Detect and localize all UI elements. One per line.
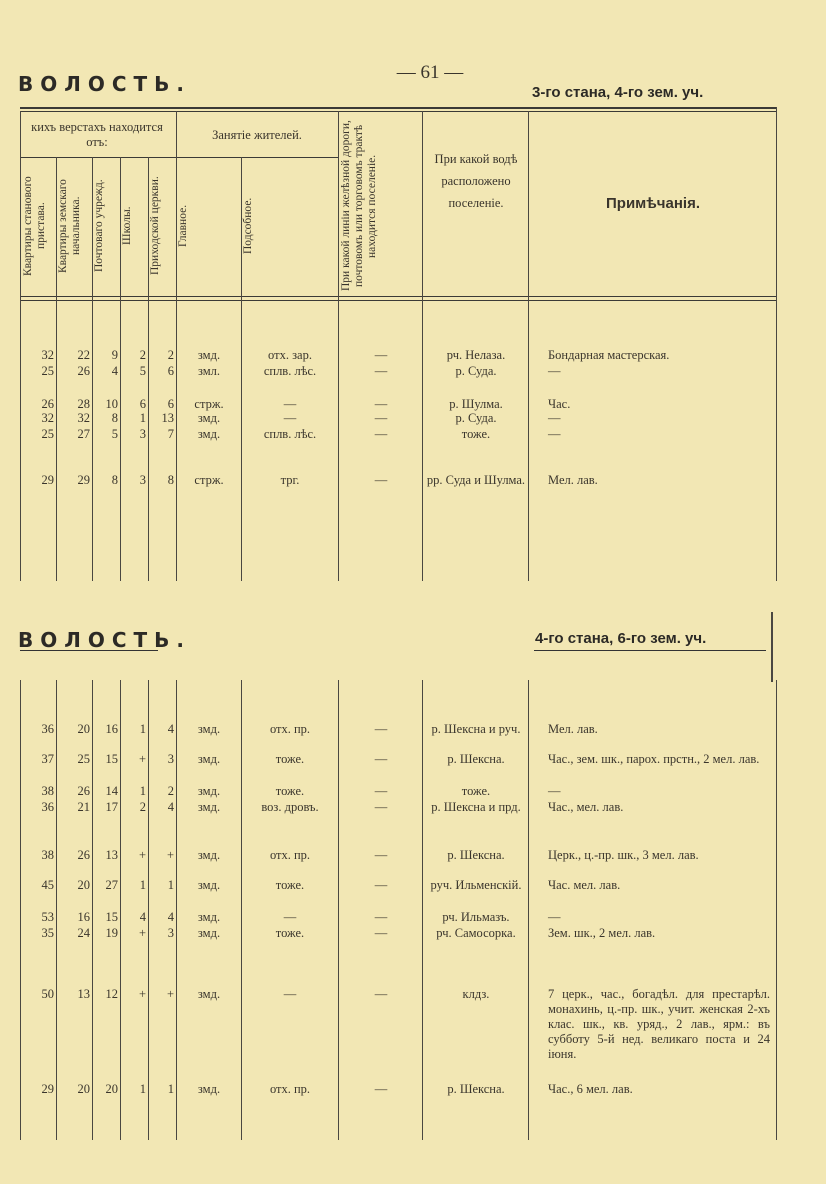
cell-water: р. Шулма. (449, 397, 503, 411)
header-railway: При какой линіи желѣзной дороги, почтовомъ или торговомъ трактѣ находится поселеніе. (340, 120, 378, 292)
cell-water: рч. Ильмазъ. (442, 910, 510, 924)
cell-railway: — (374, 910, 388, 924)
page-number: — 61 — (396, 62, 464, 83)
cell-auxiliary: — (283, 411, 297, 425)
cell-main: змд. (197, 878, 221, 892)
cell-main: змд. (197, 1082, 221, 1096)
cell-zemsky: 20 (77, 878, 90, 892)
cell-notes: Бондарная мастерская. (548, 348, 670, 362)
cell-railway: — (374, 722, 388, 736)
cell-main: змд. (197, 910, 221, 924)
cell-main: змд. (197, 427, 221, 441)
cell-auxiliary: — (283, 397, 297, 411)
cell-stanovoy: 26 (41, 397, 54, 411)
cell-schools: 1 (139, 784, 146, 798)
cell-zemsky: 28 (77, 397, 90, 411)
cell-railway: — (374, 364, 388, 378)
section-1-title: ВОЛОСТЬ. (18, 72, 192, 96)
vline (771, 612, 773, 682)
cell-water: р. Суда. (455, 364, 497, 378)
cell-schools: 1 (139, 411, 146, 425)
cell-notes: Час., 6 мел. лав. (548, 1082, 633, 1096)
cell-auxiliary: тоже. (275, 926, 305, 940)
cell-auxiliary: трг. (280, 473, 300, 487)
cell-stanovoy: 32 (41, 348, 54, 362)
cell-main: змд. (197, 848, 221, 862)
cell-water: клдз. (462, 987, 490, 1001)
cell-church: + (166, 848, 174, 862)
header-main: Главное. (177, 204, 189, 248)
table-top-border (20, 107, 776, 109)
cell-stanovoy: 50 (41, 987, 54, 1001)
cell-railway: — (374, 878, 388, 892)
cell-zemsky: 26 (77, 848, 90, 862)
cell-postal: 15 (105, 910, 118, 924)
vline (120, 680, 121, 1140)
table-top-border-inner (20, 111, 776, 112)
vline (776, 680, 777, 1140)
cell-stanovoy: 25 (41, 364, 54, 378)
header-occupation: Занятіе жителей. (212, 128, 302, 142)
cell-water: тоже. (461, 784, 491, 798)
cell-zemsky: 26 (77, 784, 90, 798)
cell-zemsky: 25 (77, 752, 90, 766)
cell-auxiliary: сплв. лѣс. (263, 364, 317, 378)
cell-church: 3 (167, 752, 174, 766)
cell-church: 4 (167, 800, 174, 814)
cell-zemsky: 27 (77, 427, 90, 441)
cell-postal: 15 (105, 752, 118, 766)
cell-notes: — (548, 910, 561, 924)
cell-schools: + (138, 987, 146, 1001)
header-subline-left (20, 157, 176, 158)
cell-schools: + (138, 848, 146, 862)
cell-zemsky: 32 (77, 411, 90, 425)
cell-church: 2 (167, 784, 174, 798)
cell-schools: 6 (139, 397, 146, 411)
cell-main: стрж. (194, 473, 224, 487)
cell-railway: — (374, 427, 388, 441)
cell-zemsky: 16 (77, 910, 90, 924)
header-subline-mid (176, 157, 338, 158)
cell-postal: 9 (111, 348, 118, 362)
header-zemsky: Квартиры земскаго начальника. (57, 179, 82, 273)
cell-postal: 16 (105, 722, 118, 736)
vline (422, 111, 423, 581)
cell-postal: 20 (105, 1082, 118, 1096)
cell-notes: Церк., ц.-пр. шк., 3 мел. лав. (548, 848, 699, 862)
vline (422, 680, 423, 1140)
cell-zemsky: 24 (77, 926, 90, 940)
vline (56, 157, 57, 581)
cell-church: 4 (167, 722, 174, 736)
cell-church: 2 (167, 348, 174, 362)
cell-main: змд. (197, 926, 221, 940)
cell-notes: Зем. шк., 2 мел. лав. (548, 926, 656, 940)
cell-main: змд. (197, 784, 221, 798)
cell-schools: 3 (139, 427, 146, 441)
cell-notes: — (548, 411, 561, 425)
cell-church: 3 (167, 926, 174, 940)
cell-schools: 1 (139, 722, 146, 736)
cell-auxiliary: отх. зар. (268, 348, 312, 362)
cell-church: 4 (167, 910, 174, 924)
vline (338, 680, 339, 1140)
cell-railway: — (374, 987, 388, 1001)
header-bottom-2 (20, 300, 776, 301)
cell-water: рч. Самосорка. (436, 926, 516, 940)
cell-zemsky: 13 (77, 987, 90, 1001)
cell-stanovoy: 35 (41, 926, 54, 940)
cell-stanovoy: 32 (41, 411, 54, 425)
cell-postal: 5 (111, 427, 118, 441)
cell-zemsky: 20 (77, 722, 90, 736)
header-notes: Примѣчанія. (606, 195, 700, 212)
cell-notes: — (548, 364, 561, 378)
cell-main: стрж. (194, 397, 224, 411)
cell-schools: + (138, 752, 146, 766)
cell-railway: — (374, 800, 388, 814)
cell-postal: 12 (105, 987, 118, 1001)
header-water: При какой водѣ расположено поселеніе. (434, 152, 518, 210)
header-postal: Почтоваго учрежд. (93, 179, 105, 273)
section-2-title-underline (20, 650, 158, 651)
vline (176, 111, 177, 581)
cell-schools: + (138, 926, 146, 940)
cell-auxiliary: отх. пр. (269, 848, 311, 862)
vline (528, 680, 529, 1140)
vline (20, 111, 21, 581)
cell-notes: Час. мел. лав. (548, 878, 621, 892)
vline (56, 680, 57, 1140)
cell-notes: Мел. лав. (548, 473, 598, 487)
cell-stanovoy: 29 (41, 473, 54, 487)
cell-auxiliary: тоже. (275, 784, 305, 798)
cell-railway: — (374, 848, 388, 862)
cell-church: + (166, 987, 174, 1001)
header-stanovoy: Квартиры станового пристава. (22, 176, 47, 276)
cell-zemsky: 29 (77, 473, 90, 487)
cell-postal: 17 (105, 800, 118, 814)
vline (176, 680, 177, 1140)
vline (92, 680, 93, 1140)
cell-schools: 1 (139, 878, 146, 892)
header-bottom (20, 296, 776, 297)
cell-notes: Час. (548, 397, 571, 411)
cell-notes: Час., зем. шк., парох. прстн., 2 мел. лав. (548, 752, 760, 766)
vline (20, 680, 21, 1140)
cell-postal: 8 (111, 411, 118, 425)
cell-postal: 27 (105, 878, 118, 892)
cell-postal: 8 (111, 473, 118, 487)
cell-auxiliary: сплв. лѣс. (263, 427, 317, 441)
cell-railway: — (374, 784, 388, 798)
vline (338, 111, 339, 581)
cell-postal: 10 (105, 397, 118, 411)
cell-water: рч. Нелаза. (446, 348, 506, 362)
cell-church: 6 (167, 397, 174, 411)
section-2-subtitle-underline (534, 650, 766, 651)
cell-church: 6 (167, 364, 174, 378)
cell-notes: — (548, 784, 561, 798)
cell-water: р. Шексна и прд. (431, 800, 521, 814)
cell-church: 1 (167, 878, 174, 892)
cell-church: 8 (167, 473, 174, 487)
cell-postal: 14 (105, 784, 118, 798)
cell-schools: 2 (139, 800, 146, 814)
vline (148, 680, 149, 1140)
cell-schools: 4 (139, 910, 146, 924)
cell-auxiliary: тоже. (275, 752, 305, 766)
vline (120, 157, 121, 581)
cell-main: змд. (197, 722, 221, 736)
cell-stanovoy: 36 (41, 722, 54, 736)
cell-water: рр. Суда и Шулма. (426, 473, 526, 487)
section-2-title: ВОЛОСТЬ. (18, 628, 192, 652)
vline (148, 157, 149, 581)
cell-notes: — (548, 427, 561, 441)
cell-postal: 13 (105, 848, 118, 862)
cell-water: р. Шексна и руч. (431, 722, 521, 736)
cell-auxiliary: — (283, 987, 297, 1001)
cell-schools: 5 (139, 364, 146, 378)
cell-water: р. Суда. (455, 411, 497, 425)
cell-stanovoy: 53 (41, 910, 54, 924)
section-2-subtitle: 4-го стана, 6-го зем. уч. (535, 630, 707, 647)
vline (92, 157, 93, 581)
header-distance: кихъ верстахъ находится отъ: (31, 120, 163, 149)
cell-auxiliary: — (283, 910, 297, 924)
cell-railway: — (374, 397, 388, 411)
cell-postal: 19 (105, 926, 118, 940)
cell-postal: 4 (111, 364, 118, 378)
cell-schools: 2 (139, 348, 146, 362)
cell-railway: — (374, 1082, 388, 1096)
cell-main: змд. (197, 987, 221, 1001)
cell-zemsky: 21 (77, 800, 90, 814)
vline (241, 157, 242, 581)
section-1-subtitle: 3-го стана, 4-го зем. уч. (532, 84, 704, 101)
cell-stanovoy: 36 (41, 800, 54, 814)
cell-railway: — (374, 473, 388, 487)
cell-water: тоже. (461, 427, 491, 441)
cell-notes: Мел. лав. (548, 722, 598, 736)
cell-stanovoy: 29 (41, 1082, 54, 1096)
cell-auxiliary: отх. пр. (269, 722, 311, 736)
cell-water: р. Шексна. (447, 752, 505, 766)
vline (776, 107, 777, 581)
cell-railway: — (374, 411, 388, 425)
cell-stanovoy: 38 (41, 784, 54, 798)
cell-main: змд. (197, 752, 221, 766)
cell-water: р. Шексна. (447, 848, 505, 862)
cell-auxiliary: воз. дровъ. (261, 800, 319, 814)
cell-water: руч. Ильменскій. (430, 878, 522, 892)
vline (241, 680, 242, 1140)
cell-church: 13 (161, 411, 174, 425)
header-church: Приходской церкви. (149, 176, 161, 276)
header-schools: Школы. (121, 206, 133, 246)
cell-railway: — (374, 752, 388, 766)
cell-auxiliary: отх. пр. (269, 1082, 311, 1096)
cell-schools: 1 (139, 1082, 146, 1096)
cell-main: змд. (197, 800, 221, 814)
cell-notes: Час., мел. лав. (548, 800, 624, 814)
cell-church: 7 (167, 427, 174, 441)
cell-main: змд. (197, 411, 221, 425)
cell-church: 1 (167, 1082, 174, 1096)
cell-notes: 7 церк., час., богадѣл. для престарѣл. монахинь, ц.-пр. шк., учит. женская 2-хъ клас. шк., кв. уряд., 2 лав., ярм.: въ субботу 5-й нед. великаго поста и 24 іюня. (548, 987, 770, 1061)
cell-zemsky: 26 (77, 364, 90, 378)
cell-stanovoy: 37 (41, 752, 54, 766)
cell-auxiliary: тоже. (275, 878, 305, 892)
cell-zemsky: 20 (77, 1082, 90, 1096)
cell-main: змд. (197, 348, 221, 362)
cell-stanovoy: 25 (41, 427, 54, 441)
cell-railway: — (374, 926, 388, 940)
cell-schools: 3 (139, 473, 146, 487)
vline (528, 111, 529, 581)
cell-railway: — (374, 348, 388, 362)
cell-water: р. Шексна. (447, 1082, 505, 1096)
cell-stanovoy: 38 (41, 848, 54, 862)
header-auxiliary: Подсобное. (242, 197, 254, 255)
cell-stanovoy: 45 (41, 878, 54, 892)
cell-zemsky: 22 (77, 348, 90, 362)
cell-main: змл. (197, 364, 221, 378)
